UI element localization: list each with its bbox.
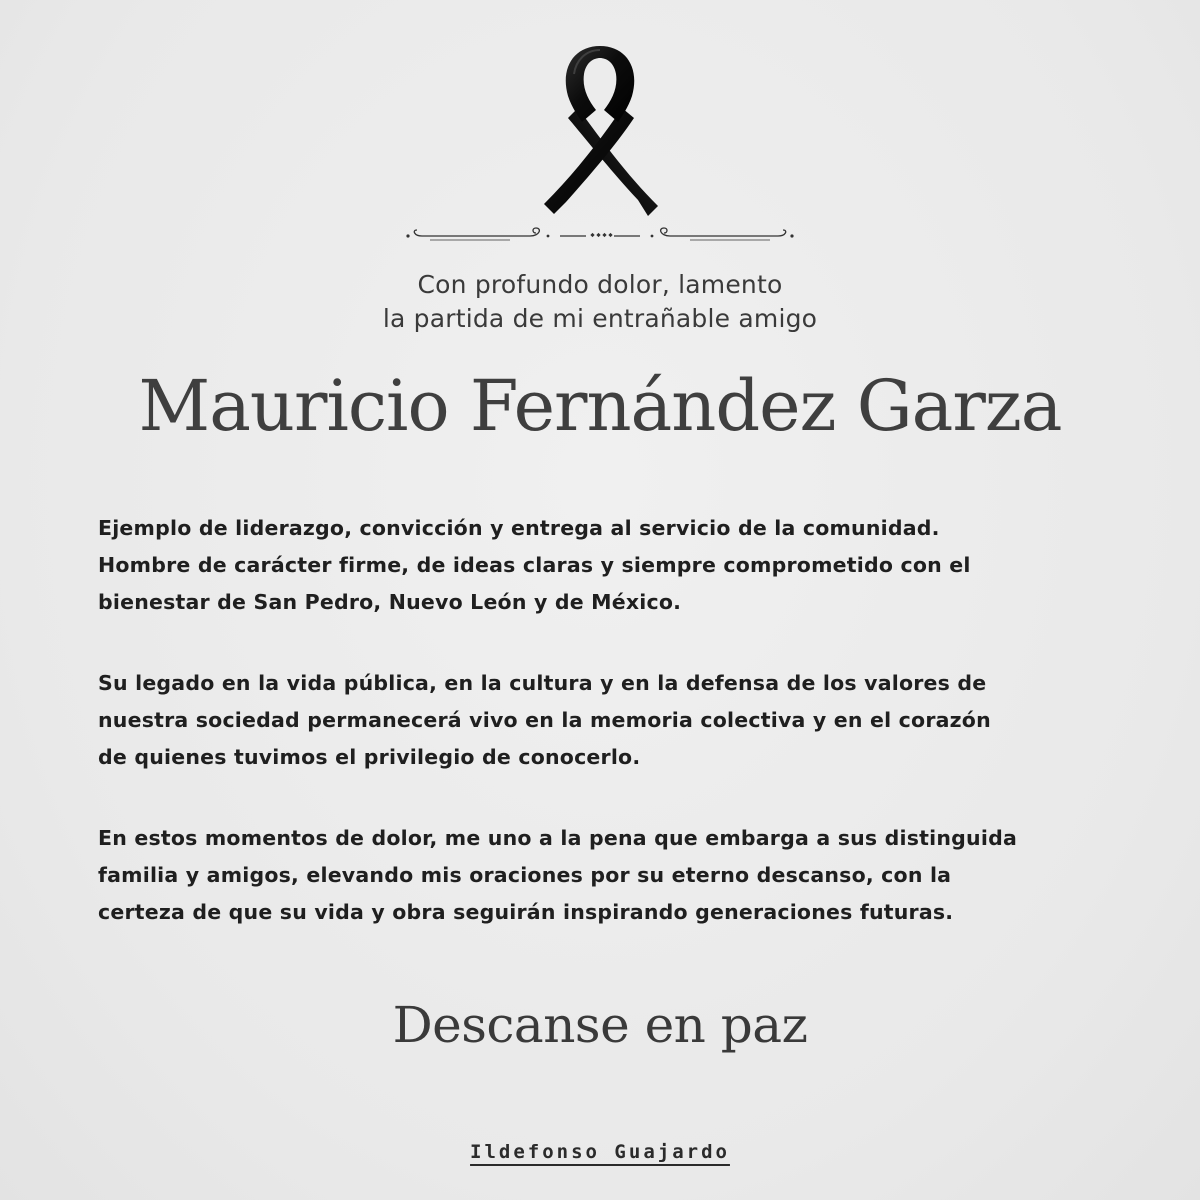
deceased-name: Mauricio Fernández Garza <box>138 365 1062 447</box>
ornamental-divider <box>400 224 800 248</box>
paragraph-2 <box>98 665 1108 776</box>
signature <box>400 1141 800 1163</box>
condolence-message <box>98 510 1108 975</box>
paragraph-line: Su legado en la vida pública, en la cultura y en la defensa de los valores de <box>98 671 987 695</box>
intro-text <box>200 268 1000 336</box>
closing-phrase: Descanse en paz <box>392 996 808 1054</box>
paragraph-line: certeza de que su vida y obra seguirán inspirando generaciones futuras. <box>98 900 954 924</box>
mourning-ribbon-icon <box>530 38 670 218</box>
paragraph-line: bienestar de San Pedro, Nuevo León y de México. <box>98 590 682 614</box>
intro-line-2: la partida de mi entrañable amigo <box>382 304 818 333</box>
paragraph-line: nuestra sociedad permanecerá vivo en la memoria colectiva y en el corazón <box>98 708 991 732</box>
paragraph-line: Ejemplo de liderazgo, convicción y entrega al servicio de la comunidad. <box>98 516 940 540</box>
paragraph-line: de quienes tuvimos el privilegio de conocerlo. <box>98 745 641 769</box>
paragraph-3 <box>98 820 1108 931</box>
intro-line-1: Con profundo dolor, lamento <box>417 270 783 299</box>
signature-name: Ildefonso Guajardo <box>470 1141 730 1163</box>
paragraph-line: Hombre de carácter firme, de ideas claras y siempre comprometido con el <box>98 553 971 577</box>
paragraph-line: En estos momentos de dolor, me uno a la pena que embarga a sus distinguida <box>98 826 1017 850</box>
paragraph-line: familia y amigos, elevando mis oraciones por su eterno descanso, con la <box>98 863 952 887</box>
paragraph-1 <box>98 510 1108 621</box>
